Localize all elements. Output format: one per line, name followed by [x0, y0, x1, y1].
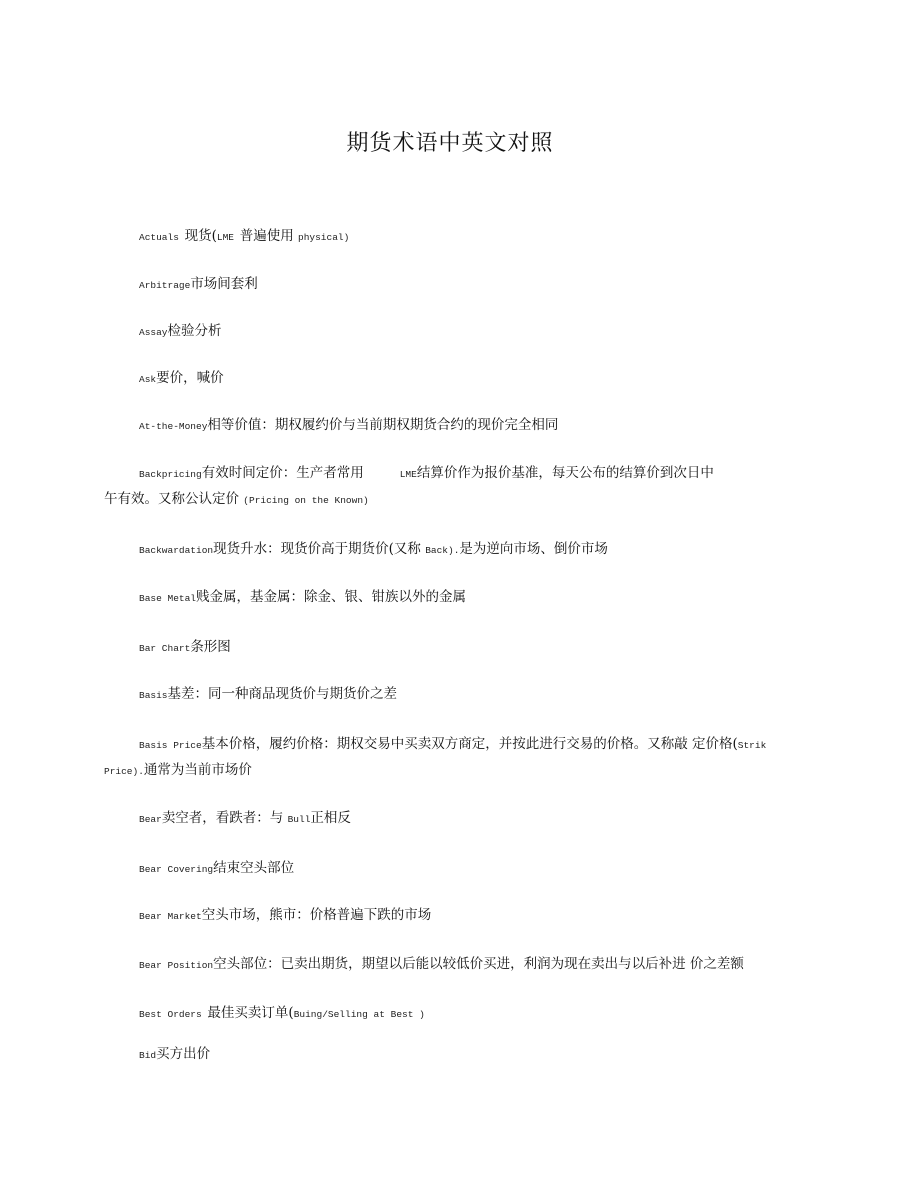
entry-text: 结束空头部位 [213, 860, 295, 876]
entry-text: 正相反 [310, 810, 351, 826]
entry-mono: Strik [737, 740, 767, 751]
entry-mono: Bull [287, 814, 311, 825]
entry-mono: LME [216, 232, 240, 243]
glossary-entry-bear [104, 806, 804, 832]
entry-term: Bar Chart [139, 643, 191, 654]
entry-text: 市场间套利 [190, 276, 258, 292]
entry-mono: LME [399, 469, 417, 480]
glossary-entry-backpricing [104, 461, 804, 513]
entry-text-continued: 午有效。又称公认定价 [104, 491, 244, 507]
entry-text: 贱金属，基金属：除金、银、钳族以外的金属 [196, 589, 467, 605]
entry-term: Backpricing [139, 469, 202, 480]
entry-term: At-the-Money [139, 421, 208, 432]
glossary-entry-bear-position [104, 952, 804, 978]
entry-term: Ask [139, 374, 157, 385]
entry-text: 卖空者，看跌者：与 [161, 810, 288, 826]
glossary-entry-at-the-money [104, 413, 804, 439]
entry-term: Bid [139, 1050, 157, 1061]
entry-text-continued: 通常为当前市场价 [143, 762, 252, 778]
entry-term: Best Orders [139, 1009, 208, 1020]
entry-text: 空头部位：已卖出期货，期望以后能以较低价买进，利润为现在卖出与以后补进 价之差额 [213, 956, 744, 972]
glossary-entry-bear-covering [104, 856, 804, 882]
glossary-entry-backwardation [104, 537, 804, 563]
entry-term: Bear Market [139, 911, 202, 922]
entry-term: Base Metal [139, 593, 197, 604]
entry-text: 普遍使用 [239, 228, 298, 244]
entry-text: 现货( [184, 228, 217, 244]
entry-text: 相等价值：期权履约价与当前期权期货合约的现价完全相同 [207, 417, 559, 433]
entry-term: Bear Position [139, 960, 214, 971]
entry-term: Basis [139, 690, 168, 701]
entry-text: 现货升水：现货价高于期货价(又称 [213, 541, 426, 557]
entry-text: 结算价作为报价基准，每天公布的结算价到次日中 [416, 465, 714, 481]
entry-mono: Back). [425, 545, 460, 556]
entry-term: Backwardation [139, 545, 214, 556]
entry-term: Arbitrage [139, 280, 191, 291]
glossary-entry-bid [104, 1042, 804, 1068]
entry-text: 检验分析 [167, 323, 222, 339]
entry-term: Bear [139, 814, 162, 825]
entry-text: 条形图 [190, 639, 231, 655]
entry-text: 基差：同一种商品现货价与期货价之差 [167, 686, 398, 702]
glossary-entry-base-metal [104, 585, 804, 611]
entry-text: 最佳买卖订单( [207, 1005, 294, 1021]
glossary-entry-ask [104, 366, 804, 392]
entry-text: 空头市场，熊市：价格普遍下跌的市场 [201, 907, 432, 923]
page-title: 期货术语中英文对照 [346, 131, 554, 156]
glossary-entry-basis [104, 682, 804, 708]
entry-text: 基本价格，履约价格：期权交易中买卖双方商定，并按此进行交易的价格。又称敲 定价格( [201, 736, 738, 752]
glossary-entry-bear-market [104, 903, 804, 929]
glossary-entry-best-orders [104, 1001, 804, 1027]
glossary-entry-actuals [104, 224, 804, 250]
entry-mono: (Pricing on the Known) [243, 495, 369, 506]
entry-mono: Price). [104, 766, 144, 777]
entry-term: Assay [139, 327, 168, 338]
entry-mono: Buing/Selling at Best ) [293, 1009, 425, 1020]
entry-term: Basis Price [139, 740, 202, 751]
entry-text: 是为逆向市场、倒价市场 [459, 541, 608, 557]
entry-term: Actuals [139, 232, 185, 243]
glossary-entry-arbitrage [104, 272, 804, 298]
glossary-entry-bar-chart [104, 635, 804, 661]
glossary-entry-assay [104, 319, 804, 345]
entry-text: 买方出价 [156, 1046, 211, 1062]
glossary-entry-basis-price [104, 732, 804, 784]
entry-text: 要价，喊价 [156, 370, 224, 386]
entry-mono: physical) [298, 232, 350, 243]
entry-text: 有效时间定价：生产者常用 [201, 465, 364, 481]
entry-term: Bear Covering [139, 864, 214, 875]
